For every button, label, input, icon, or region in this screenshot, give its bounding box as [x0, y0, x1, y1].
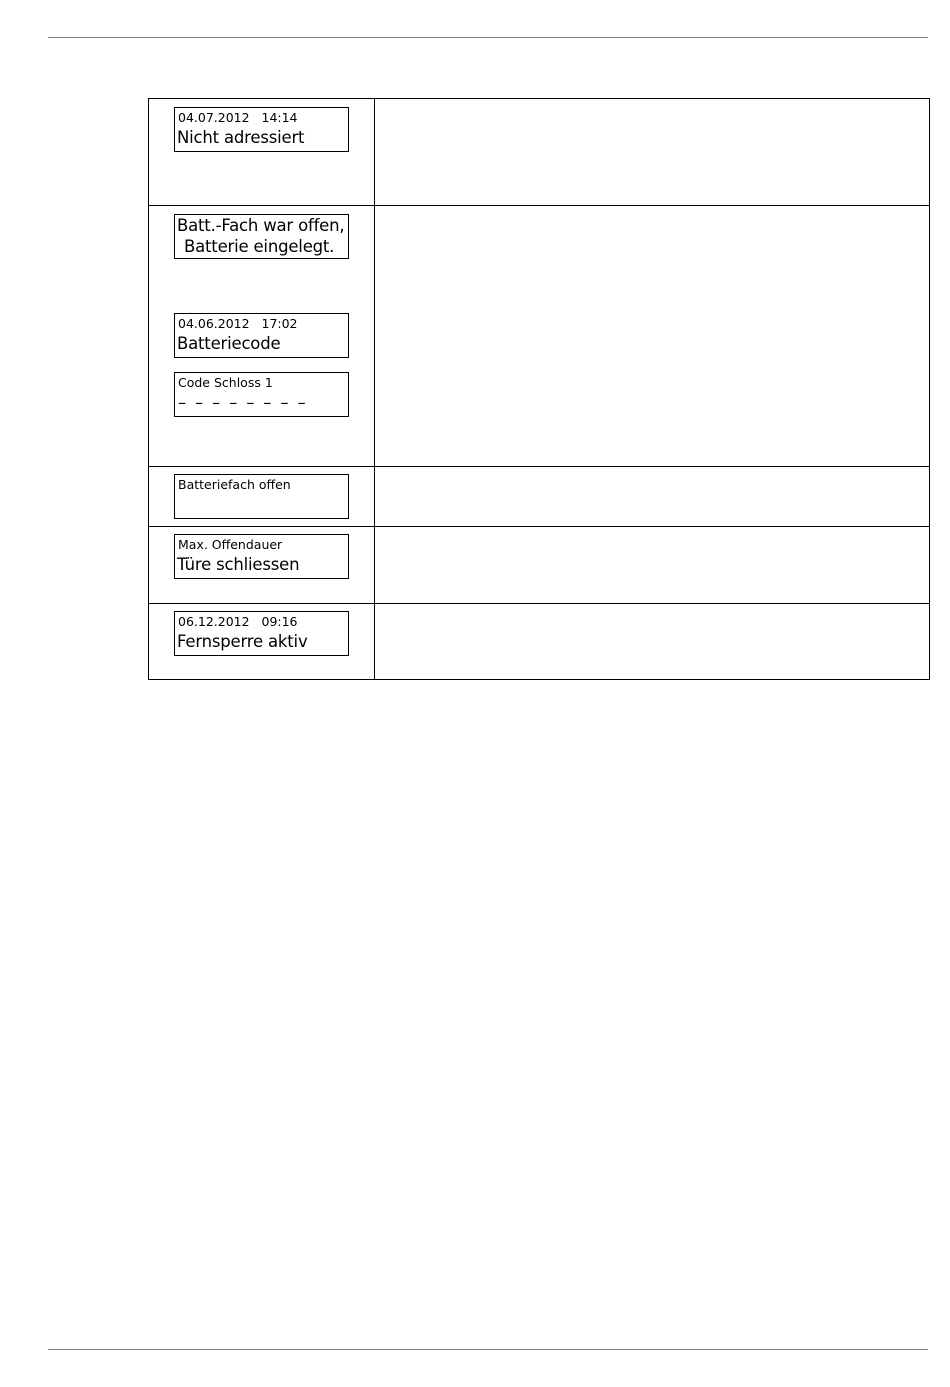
table-row	[149, 99, 930, 206]
table-row	[149, 206, 930, 467]
table-row	[149, 527, 930, 604]
display-cell	[149, 206, 375, 467]
display-messages-table	[148, 98, 930, 680]
footer-rule	[48, 1349, 928, 1350]
display-cell	[149, 604, 375, 680]
display-cell	[149, 527, 375, 604]
lcd-line-large: Nicht adressiert	[177, 128, 305, 147]
description-cell	[375, 99, 930, 206]
lcd-code-placeholder: – – – – – – – –	[178, 393, 308, 412]
lcd-display	[174, 313, 349, 358]
display-cell	[149, 467, 375, 527]
lcd-line-large: Batt.-Fach war offen,	[177, 216, 345, 235]
lcd-display	[174, 214, 349, 259]
lcd-line-small: Code Schloss 1	[178, 375, 273, 390]
lcd-line-large: Fernsperre aktiv	[177, 632, 308, 651]
description-cell	[375, 467, 930, 527]
table-row	[149, 604, 930, 680]
table-row	[149, 467, 930, 527]
lcd-line-small: 06.12.2012 09:16	[178, 614, 298, 629]
lcd-line-large: Batteriecode	[177, 334, 281, 353]
lcd-line-small: 04.07.2012 14:14	[178, 110, 298, 125]
description-cell	[375, 527, 930, 604]
lcd-display	[174, 474, 349, 519]
lcd-display	[174, 107, 349, 152]
lcd-line-large: Türe schliessen	[177, 555, 300, 574]
description-cell	[375, 206, 930, 467]
lcd-display	[174, 372, 349, 417]
description-cell	[375, 604, 930, 680]
display-cell	[149, 99, 375, 206]
lcd-line-small: Max. Offendauer	[178, 537, 283, 552]
lcd-line-small: Batteriefach offen	[178, 477, 291, 492]
lcd-display	[174, 534, 349, 579]
lcd-line-large: Batterie eingelegt.	[184, 237, 335, 256]
lcd-display	[174, 611, 349, 656]
header-rule	[48, 37, 928, 38]
lcd-line-small: 04.06.2012 17:02	[178, 316, 298, 331]
